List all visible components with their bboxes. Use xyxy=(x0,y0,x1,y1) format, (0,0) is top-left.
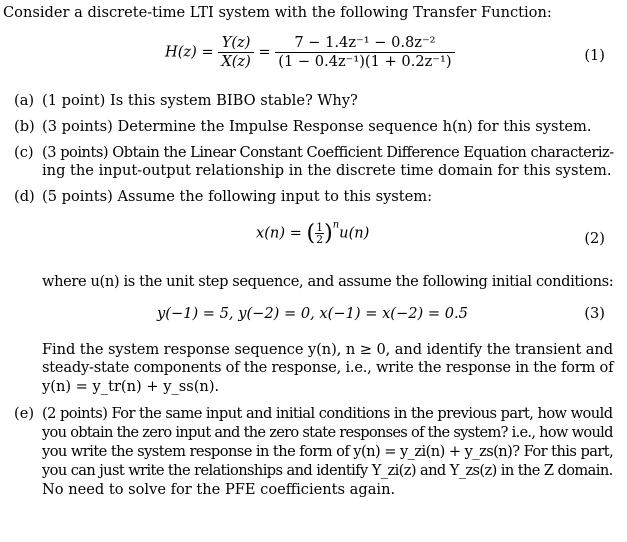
eq2-close-paren: ) xyxy=(324,220,333,246)
eq1-frac1-denominator: X(z) xyxy=(221,53,251,70)
eq2-half-fraction xyxy=(315,222,324,245)
part-d-find-line2: steady-state components of the response, i.e., write the response in the form of xyxy=(42,359,614,376)
part-c-label: (c) xyxy=(14,144,34,161)
part-d-text: (5 points) Assume the following input to this system: xyxy=(42,188,433,205)
part-e-line1: (2 points) For the same input and initial conditions in the previous part, how would xyxy=(42,405,613,422)
eq2-frac-denominator: 2 xyxy=(316,233,324,246)
input-equation xyxy=(256,219,370,246)
eq2-frac-numerator: 1 xyxy=(316,221,324,234)
intro-text: Consider a discrete-time LTI system with the following Transfer Function: xyxy=(3,4,552,21)
eq1-lhs: H(z) = xyxy=(165,43,214,61)
eq2-exponent: n xyxy=(332,219,340,231)
eq3-number: (3) xyxy=(584,305,605,322)
part-c-line1: (3 points) Obtain the Linear Constant Coefficient Difference Equation characteriz- xyxy=(42,144,614,161)
part-d-find-line1: Find the system response sequence y(n), n ≥ 0, and identify the transient and xyxy=(42,341,613,358)
part-d-find-line3: y(n) = y_tr(n) + y_ss(n). xyxy=(42,378,220,395)
part-e-line2: you obtain the zero input and the zero state responses of the system? i.e., how would xyxy=(42,424,613,441)
part-b-label: (b) xyxy=(14,118,35,135)
part-e-label: (e) xyxy=(14,405,35,422)
part-d-label: (d) xyxy=(14,188,35,205)
eq2-number: (2) xyxy=(584,230,605,247)
part-a-label: (a) xyxy=(14,92,35,109)
eq1-frac2-denominator: (1 − 0.4z⁻¹)(1 + 0.2z⁻¹) xyxy=(278,53,452,70)
eq1-fraction-yx xyxy=(218,34,253,71)
part-e-line5: No need to solve for the PFE coefficients again. xyxy=(42,481,396,498)
part-e-line3: you write the system response in the form of y(n) = y_zi(n) + y_zs(n)? For this part, xyxy=(42,443,614,460)
eq1-frac1-numerator: Y(z) xyxy=(218,34,253,53)
transfer-function-equation xyxy=(165,34,455,71)
eq2-open-paren: ( xyxy=(306,220,316,246)
initial-conditions-equation: y(−1) = 5, y(−2) = 0, x(−1) = x(−2) = 0.5 xyxy=(157,305,468,322)
part-a-text: (1 point) Is this system BIBO stable? Why? xyxy=(42,92,358,109)
part-e-line4: you can just write the relationships and identify Y_zi(z) and Y_zs(z) in the Z domain. xyxy=(42,462,613,479)
eq1-frac2-numerator: 7 − 1.4z⁻¹ − 0.8z⁻² xyxy=(275,34,454,53)
part-c-line2: ing the input-output relationship in the discrete time domain for this system. xyxy=(42,162,612,179)
eq2-rhs: u(n) xyxy=(339,224,370,242)
eq1-fraction-rational xyxy=(275,34,454,71)
part-b-text: (3 points) Determine the Impulse Response sequence h(n) for this system. xyxy=(42,118,592,135)
eq1-equals: = xyxy=(258,43,271,61)
eq1-number: (1) xyxy=(584,47,605,64)
part-d-where-text: where u(n) is the unit step sequence, and assume the following initial conditions: xyxy=(42,273,614,290)
eq2-lhs: x(n) = xyxy=(256,224,302,242)
